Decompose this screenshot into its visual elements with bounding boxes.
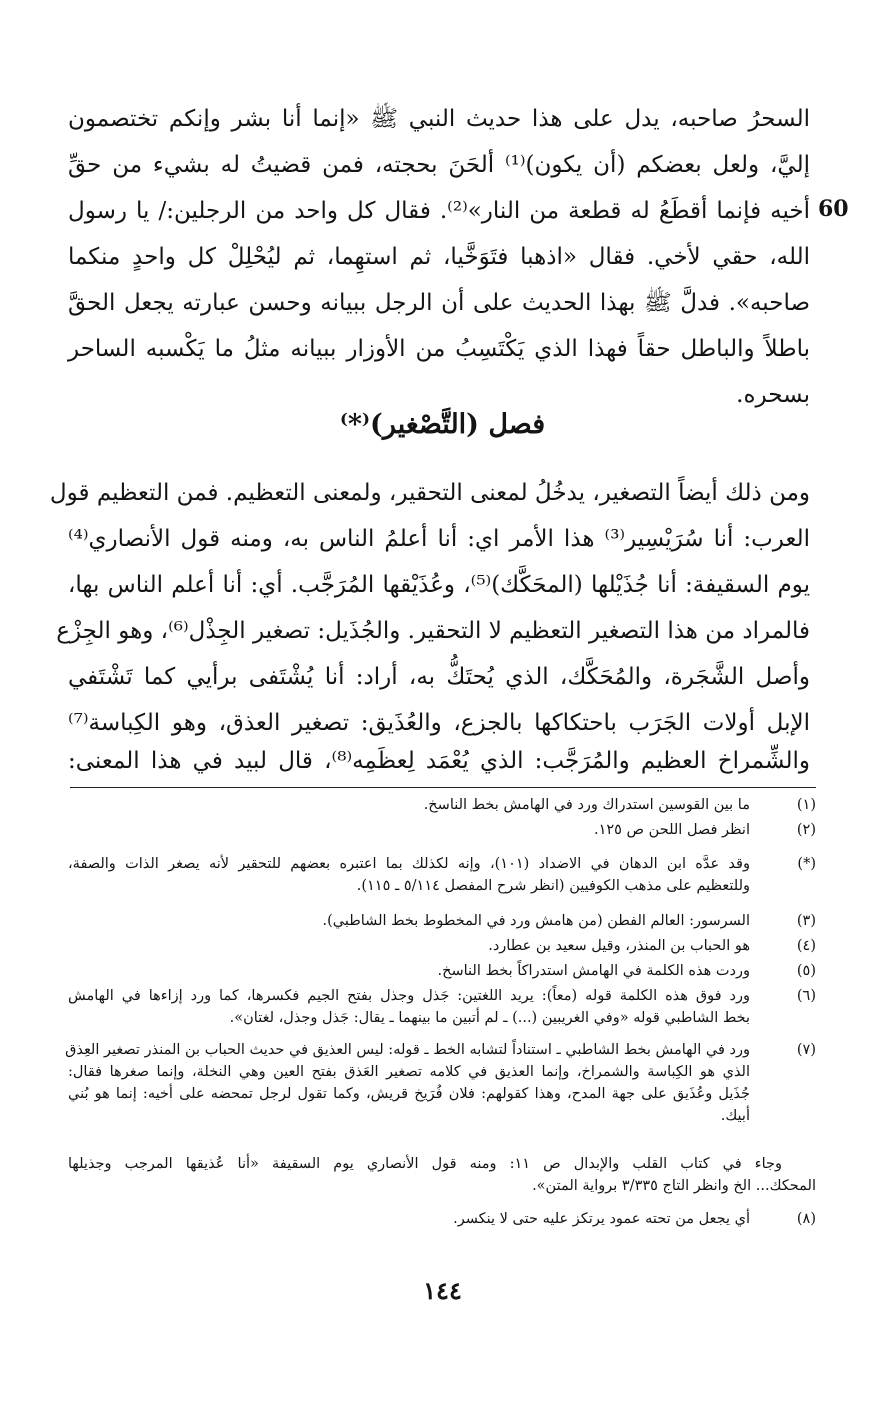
section-line: ومن ذلك أيضاً التصغير، يدخُلُ لمعنى التحقير، ولمعنى التعظيم. فمن التعظيم قول xyxy=(49,480,810,506)
footnote-text: الذي هو الكِباسة والشمراخ، وإنما العذيق في كلامه تصغير العَذق بفتح العين وهي النخلة، وإنما صغرها فقال: xyxy=(68,1064,750,1080)
body-line: أخيه فإنما أقطَعُ له قطعة من النار»⁽²⁾. فقال كل واحد من الرجلين:/ يا رسول xyxy=(68,198,811,224)
section-line: وأصل الشَّجَرة، والمُحَكَّك، الذي يُحتَكُّ به، أراد: أنا يُشْتَفى برأيي كما تَشْتَفي xyxy=(68,664,810,690)
footnote-continuation xyxy=(68,1153,816,1197)
footnote-text: أي يجعل من تحته عمود يرتكز عليه حتى لا ينكسر. xyxy=(453,1211,750,1227)
footnote-text: وردت هذه الكلمة في الهامش استدراكاً بخط الناسخ. xyxy=(437,963,750,979)
footnote-number: (٨) xyxy=(796,1211,816,1227)
footnote-text: أبيك. xyxy=(720,1108,750,1124)
footnote-item xyxy=(68,1208,816,1230)
footnote-item xyxy=(68,935,816,957)
footnote-number: (٢) xyxy=(796,822,816,838)
footnote-item xyxy=(68,794,816,816)
footnote-number: (١) xyxy=(796,797,816,813)
body-line: السحرُ صاحبه، يدل على هذا حديث النبي ﷺ «إنما أنا بشر وإنكم تختصمون xyxy=(68,106,810,132)
section-line: فالمراد من هذا التصغير التعظيم لا التحقير. والجُذَيل: تصغير الجِذْل⁽⁶⁾، وهو الجِزْع xyxy=(56,618,810,644)
footnote-number: (٥) xyxy=(796,963,816,979)
footnote-text: وقد عدَّه ابن الدهان في الاضداد (١٠١)، وإنه لكذلك بما اعتبره بعضهم للتحقير لأنه يصغر الذات والصفة، xyxy=(68,856,750,872)
page-number: ١٤٤ xyxy=(423,1276,462,1305)
footnote-text: جُذَيل وعُذَيق على جهة المدح، وهذا كقولهم: فلان فُرَيخ قريش، وكما تقول لرجل تمحضه على أخيه: إنما هو بُني xyxy=(68,1086,750,1102)
footnote-item xyxy=(68,910,816,932)
footnote-number: (٦) xyxy=(796,988,816,1004)
footnote-text: بخط الشاطبي قوله «وفي الغريبين (...) ـ لم أتبين ما بينهما ـ يقال: جَذل وجذل، لغتان». xyxy=(229,1010,750,1026)
footnote-text: السرسور: العالم الفطن (من هامش ورد في المخطوط بخط الشاطبي). xyxy=(322,913,750,929)
footnote-text: ما بين القوسين استدراك ورد في الهامش بخط الناسخ. xyxy=(423,797,750,813)
footnote-text: وللتعظيم على مذهب الكوفيين (انظر شرح المفصل ٥/١١٤ ـ ١١٥). xyxy=(356,878,750,894)
footnote-number: (٧) xyxy=(796,1042,816,1058)
margin-page-marker: 60 xyxy=(818,196,849,222)
body-line: بسحره. xyxy=(736,382,810,408)
body-line: إليَّ، ولعل بعضكم (أن يكون)⁽¹⁾ ألحَنَ بحجته، فمن قضيتُ له بشيء من حقِّ xyxy=(68,152,810,178)
footnote-item xyxy=(68,985,816,1029)
footnote-number: (*) xyxy=(797,856,816,872)
footnote-number: (٤) xyxy=(796,938,816,954)
section-line: الإبل أولات الجَرَب باحتكاكها بالجزع، والعُذَيق: تصغير العذق، وهو الكِباسة⁽⁷⁾ xyxy=(68,710,810,736)
section-line: والشِّمراخ العظيم والمُرَجَّب: الذي يُعْمَد لِعظَمِه⁽⁸⁾، قال لبيد في هذا المعنى: xyxy=(68,748,810,774)
footnote-divider xyxy=(70,787,816,788)
footnote-text: وجاء في كتاب القلب والإبدال ص ١١: ومنه قول الأنصاري يوم السقيفة «أنا عُذيقها المرجب وجذيلها xyxy=(68,1156,782,1172)
footnote-text: ورد فوق هذه الكلمة قوله (معاً): يريد اللغتين: جَذل وجذل بفتح الجيم فكسرها، كما ورد إزاءها في الهامش xyxy=(68,988,750,1004)
footnote-text: هو الحباب بن المنذر، وقيل سعيد بن عطارد. xyxy=(488,938,750,954)
body-line: الله، حقي لأخي. فقال «اذهبا فتَوَخَّيا، ثم استهِما، ثم ليُحْلِلْ كل واحدٍ منكما xyxy=(68,244,810,270)
footnote-item xyxy=(68,960,816,982)
footnote-number: (٣) xyxy=(796,913,816,929)
footnote-text: انظر فصل اللحن ص ١٢٥. xyxy=(593,822,750,838)
section-heading: فصل (التَّصْغير)⁽*⁾ xyxy=(339,409,546,440)
footnote-text: المحكك... الخ وانظر التاج ٣/٣٣٥ برواية المتن». xyxy=(532,1178,816,1194)
section-line: يوم السقيفة: أنا جُذَيْلها (المحَكَّك)⁽⁵⁾، وعُذَيْقها المُرَجَّب. أي: أنا أعلم الناس بها، xyxy=(68,572,810,598)
body-line: صاحبه». فدلَّ ﷺ بهذا الحديث على أن الرجل ببيانه وحسن عبارته يجعل الحقَّ xyxy=(68,290,810,316)
footnote-item xyxy=(65,1039,816,1127)
footnote-item xyxy=(68,853,816,897)
footnote-text: ورد في الهامش بخط الشاطبي ـ استناداً لتشابه الخط ـ قوله: ليس العذيق في حديث الحباب بن المنذر تصغير العِذق xyxy=(65,1042,750,1058)
body-line: باطلاً والباطل حقاً فهذا الذي يَكْتَسِبُ من الأوزار ببيانه مثلُ ما يَكْسبه الساحر xyxy=(68,336,810,362)
footnote-item xyxy=(68,819,816,841)
section-line: العرب: أنا سُرَيْسِير⁽³⁾ هذا الأمر اي: أنا أعلمُ الناس به، ومنه قول الأنصاري⁽⁴⁾ xyxy=(68,526,810,552)
